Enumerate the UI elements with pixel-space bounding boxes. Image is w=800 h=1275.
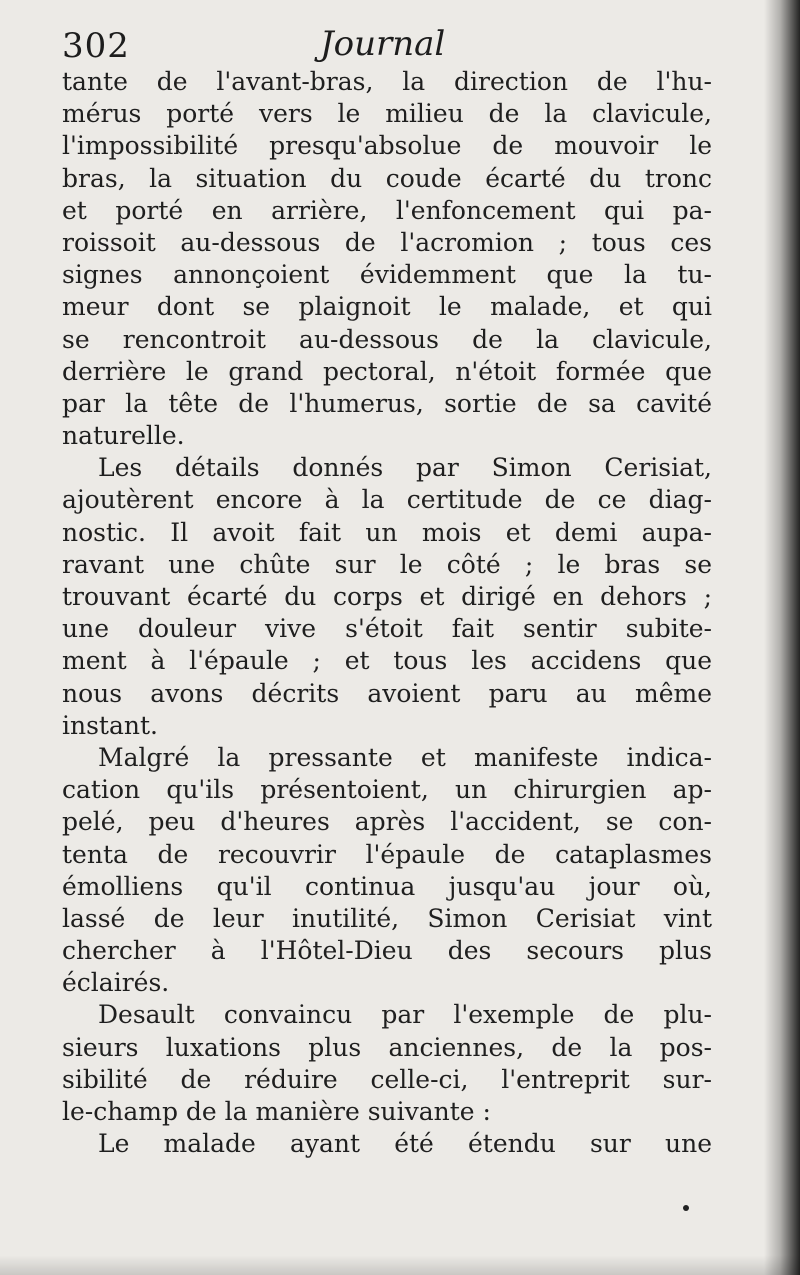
text-line: sieurs luxations plus anciennes, de la pos- (62, 1032, 712, 1062)
text-line: Desault convaincu par l'exemple de plu- (98, 1000, 712, 1030)
text-line: instant. (62, 710, 158, 740)
text-line: cation qu'ils présentoient, un chirurgien ap- (62, 775, 712, 805)
text-line: chercher à l'Hôtel-Dieu des secours plus (62, 936, 712, 966)
text-line: l'impossibilité presqu'absolue de mouvoir le (62, 131, 712, 161)
page-header (62, 22, 712, 70)
text-line: mérus porté vers le milieu de la clavicule, (62, 99, 712, 129)
ink-speck (683, 1205, 689, 1211)
text-line: bras, la situation du coude écarté du tronc (62, 163, 712, 193)
text-line: meur dont se plaignoit le malade, et qui (62, 292, 712, 322)
text-line: tenta de recouvrir l'épaule de cataplasmes (62, 839, 712, 869)
text-line: naturelle. (62, 421, 185, 451)
text-line: et porté en arrière, l'enfoncement qui pa- (62, 195, 712, 225)
text-line: émolliens qu'il continua jusqu'au jour où, (62, 871, 712, 901)
text-line: trouvant écarté du corps et dirigé en dehors ; (62, 582, 712, 611)
text-line: lassé de leur inutilité, Simon Cerisiat vint (62, 903, 712, 933)
text-line: pelé, peu d'heures après l'accident, se con- (62, 807, 712, 837)
text-line: Le malade ayant été étendu sur une (98, 1129, 712, 1159)
running-title: Journal (320, 24, 446, 64)
spine-shadow (764, 0, 800, 1275)
text-line: nous avons décrits avoient paru au même (62, 678, 712, 708)
text-line: signes annonçoient évidemment que la tu- (62, 260, 712, 290)
text-line: une douleur vive s'étoit fait sentir subite- (62, 614, 712, 644)
text-line: éclairés. (62, 968, 170, 998)
text-line: derrière le grand pectoral, n'étoit formée que (62, 356, 712, 386)
text-line: Les détails donnés par Simon Cerisiat, (98, 453, 712, 483)
text-line: tante de l'avant-bras, la direction de l'hu- (62, 67, 712, 96)
text-line: ajoutèrent encore à la certitude de ce diag- (62, 485, 712, 515)
page-number: 302 (62, 26, 130, 66)
text-line: Malgré la pressante et manifeste indica- (98, 742, 712, 772)
text-line: roissoit au-dessous de l'acromion ; tous ces (62, 227, 712, 257)
text-line: se rencontroit au-dessous de la clavicule, (62, 324, 712, 354)
text-line: nostic. Il avoit fait un mois et demi aupa- (62, 517, 712, 547)
text-line: ment à l'épaule ; et tous les accidens que (62, 646, 712, 676)
text-line: par la tête de l'humerus, sortie de sa cavité (62, 388, 712, 418)
body-text (62, 66, 712, 1160)
text-line: sibilité de réduire celle-ci, l'entreprit sur- (62, 1064, 712, 1094)
text-line: ravant une chûte sur le côté ; le bras se (62, 549, 712, 579)
text-line: le-champ de la manière suivante : (62, 1097, 491, 1126)
page-bottom-edge (0, 1255, 800, 1275)
